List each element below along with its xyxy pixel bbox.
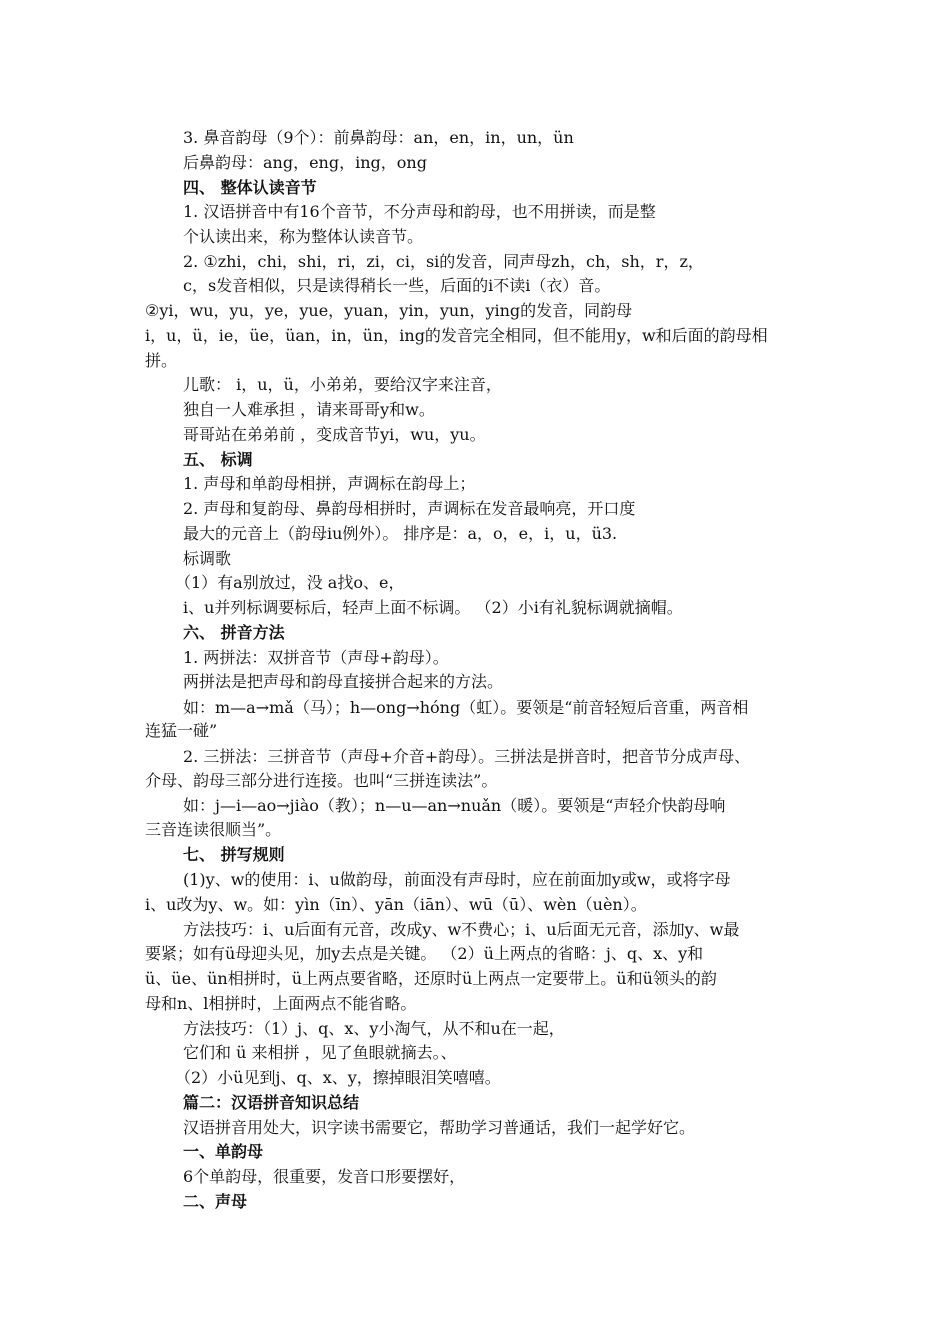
text-line: c，s发音相似，只是读得稍长一些，后面的i不读i（衣）音。	[183, 276, 611, 295]
text-line: 6个单韵母，很重要，发音口形要摆好，	[183, 1167, 466, 1186]
text-line: 儿歌： i，u，ü，小弟弟，要给汉字来注音，	[183, 375, 502, 394]
text-line: 如：j—i—ao→jiào（教）；n—u—an→nuǎn（暖）。要领是“声轻介快韵母响	[183, 796, 726, 815]
text-line: i、u改为y、w。如：yìn（īn）、yān（iān）、wū（ū）、wèn（uèn）。	[145, 895, 647, 914]
section-heading: 二、声母	[183, 1192, 248, 1211]
text-line: 两拼法是把声母和韵母直接拼合起来的方法。	[183, 672, 504, 691]
section-heading: 四、 整体认读音节	[183, 178, 317, 197]
text-line: 汉语拼音用处大，识字读书需要它，帮助学习普通话，我们一起学好它。	[183, 1118, 696, 1137]
text-line: 后鼻韵母：ang，eng，ing，ong	[183, 153, 427, 172]
text-line: i，u，ü，ie，üe，üan，in，ün，ing的发音完全相同，但不能用y，w和后面的韵母相	[145, 326, 768, 345]
text-line: 介母、韵母三部分进行连接。也叫“三拼连读法”。	[145, 771, 498, 790]
text-line: 三音连读很顺当”。	[145, 820, 282, 839]
text-line: 拼。	[145, 351, 178, 370]
text-line: （1）有a别放过，没 a找o、e，	[175, 573, 405, 592]
section-heading: 一、单韵母	[183, 1142, 264, 1161]
section-heading: 六、 拼音方法	[183, 623, 285, 642]
text-line: ü、üe、ün相拼时，ü上两点要省略，还原时ü上两点一定要带上。ü和ü领头的韵	[145, 969, 717, 988]
text-line: 1. 声母和单韵母相拼，声调标在韵母上；	[183, 474, 476, 493]
text-line: 2. 声母和复韵母、鼻韵母相拼时，声调标在发音最响亮，开口度	[183, 499, 636, 518]
text-line: 如：m—a→mǎ（马）；h—ong→hóng（虹）。要领是“前音轻短后音重，两音相	[183, 698, 749, 717]
section-heading: 篇二：汉语拼音知识总结	[183, 1093, 360, 1112]
text-line: (1)y、w的使用：i、u做韵母，前面没有声母时，应在前面加y或w，或将字母	[183, 870, 731, 889]
text-line: 3. 鼻音韵母（9个）：前鼻韵母：an，en，in，un，ün	[183, 128, 574, 147]
text-line: 1. 汉语拼音中有16个音节，不分声母和韵母，也不用拼读，而是整	[183, 202, 656, 221]
text-line: 标调歌	[183, 549, 232, 568]
text-line: 方法技巧：（1）j、q、x、y小淘气，从不和u在一起，	[183, 1019, 565, 1038]
text-line: 连猛一碰”	[145, 721, 218, 740]
text-line: 1. 两拼法：双拼音节（声母+韵母）。	[183, 648, 449, 667]
text-line: ②yi，wu，yu，ye，yue，yuan，yin，yun，ying的发音，同韵母	[145, 301, 633, 320]
text-line: 独自一人难承担 ，请来哥哥y和w。	[183, 400, 435, 419]
text-line: 母和n、l相拼时，上面两点不能省略。	[145, 994, 417, 1013]
section-heading: 五、 标调	[183, 450, 253, 469]
text-line: 2. 三拼法：三拼音节（声母+介音+韵母）。三拼法是拼音时，把音节分成声母、	[183, 747, 751, 766]
text-line: 要紧；如有ü母迎头见，加y去点是关键。 （2）ü上两点的省略：j、q、x、y和	[145, 944, 704, 963]
text-line: （2）小ü见到j、q、x、y，擦掉眼泪笑嘻嘻。	[175, 1068, 501, 1087]
text-line: 2. ①zhi，chi，shi，ri，zi，ci，si的发音，同声母zh，ch，sh，r，z，	[183, 252, 704, 271]
text-line: 它们和 ü 来相拼 ，见了鱼眼就摘去。、	[183, 1043, 457, 1062]
text-line: 方法技巧：i、u后面有元音，改成y、w不费心；i、u后面无元音，添加y、w最	[183, 920, 740, 939]
text-line: i、u并列标调要标后，轻声上面不标调。 （2）小i有礼貌标调就摘帽。	[183, 598, 683, 617]
text-line: 哥哥站在弟弟前 ，变成音节yi，wu，yu。	[183, 425, 486, 444]
section-heading: 七、 拼写规则	[183, 845, 285, 864]
text-line: 最大的元音上（韵母iu例外）。 排序是：a，o，e，i，u，ü3.	[183, 524, 618, 543]
text-line: 个认读出来，称为整体认读音节。	[183, 227, 424, 246]
